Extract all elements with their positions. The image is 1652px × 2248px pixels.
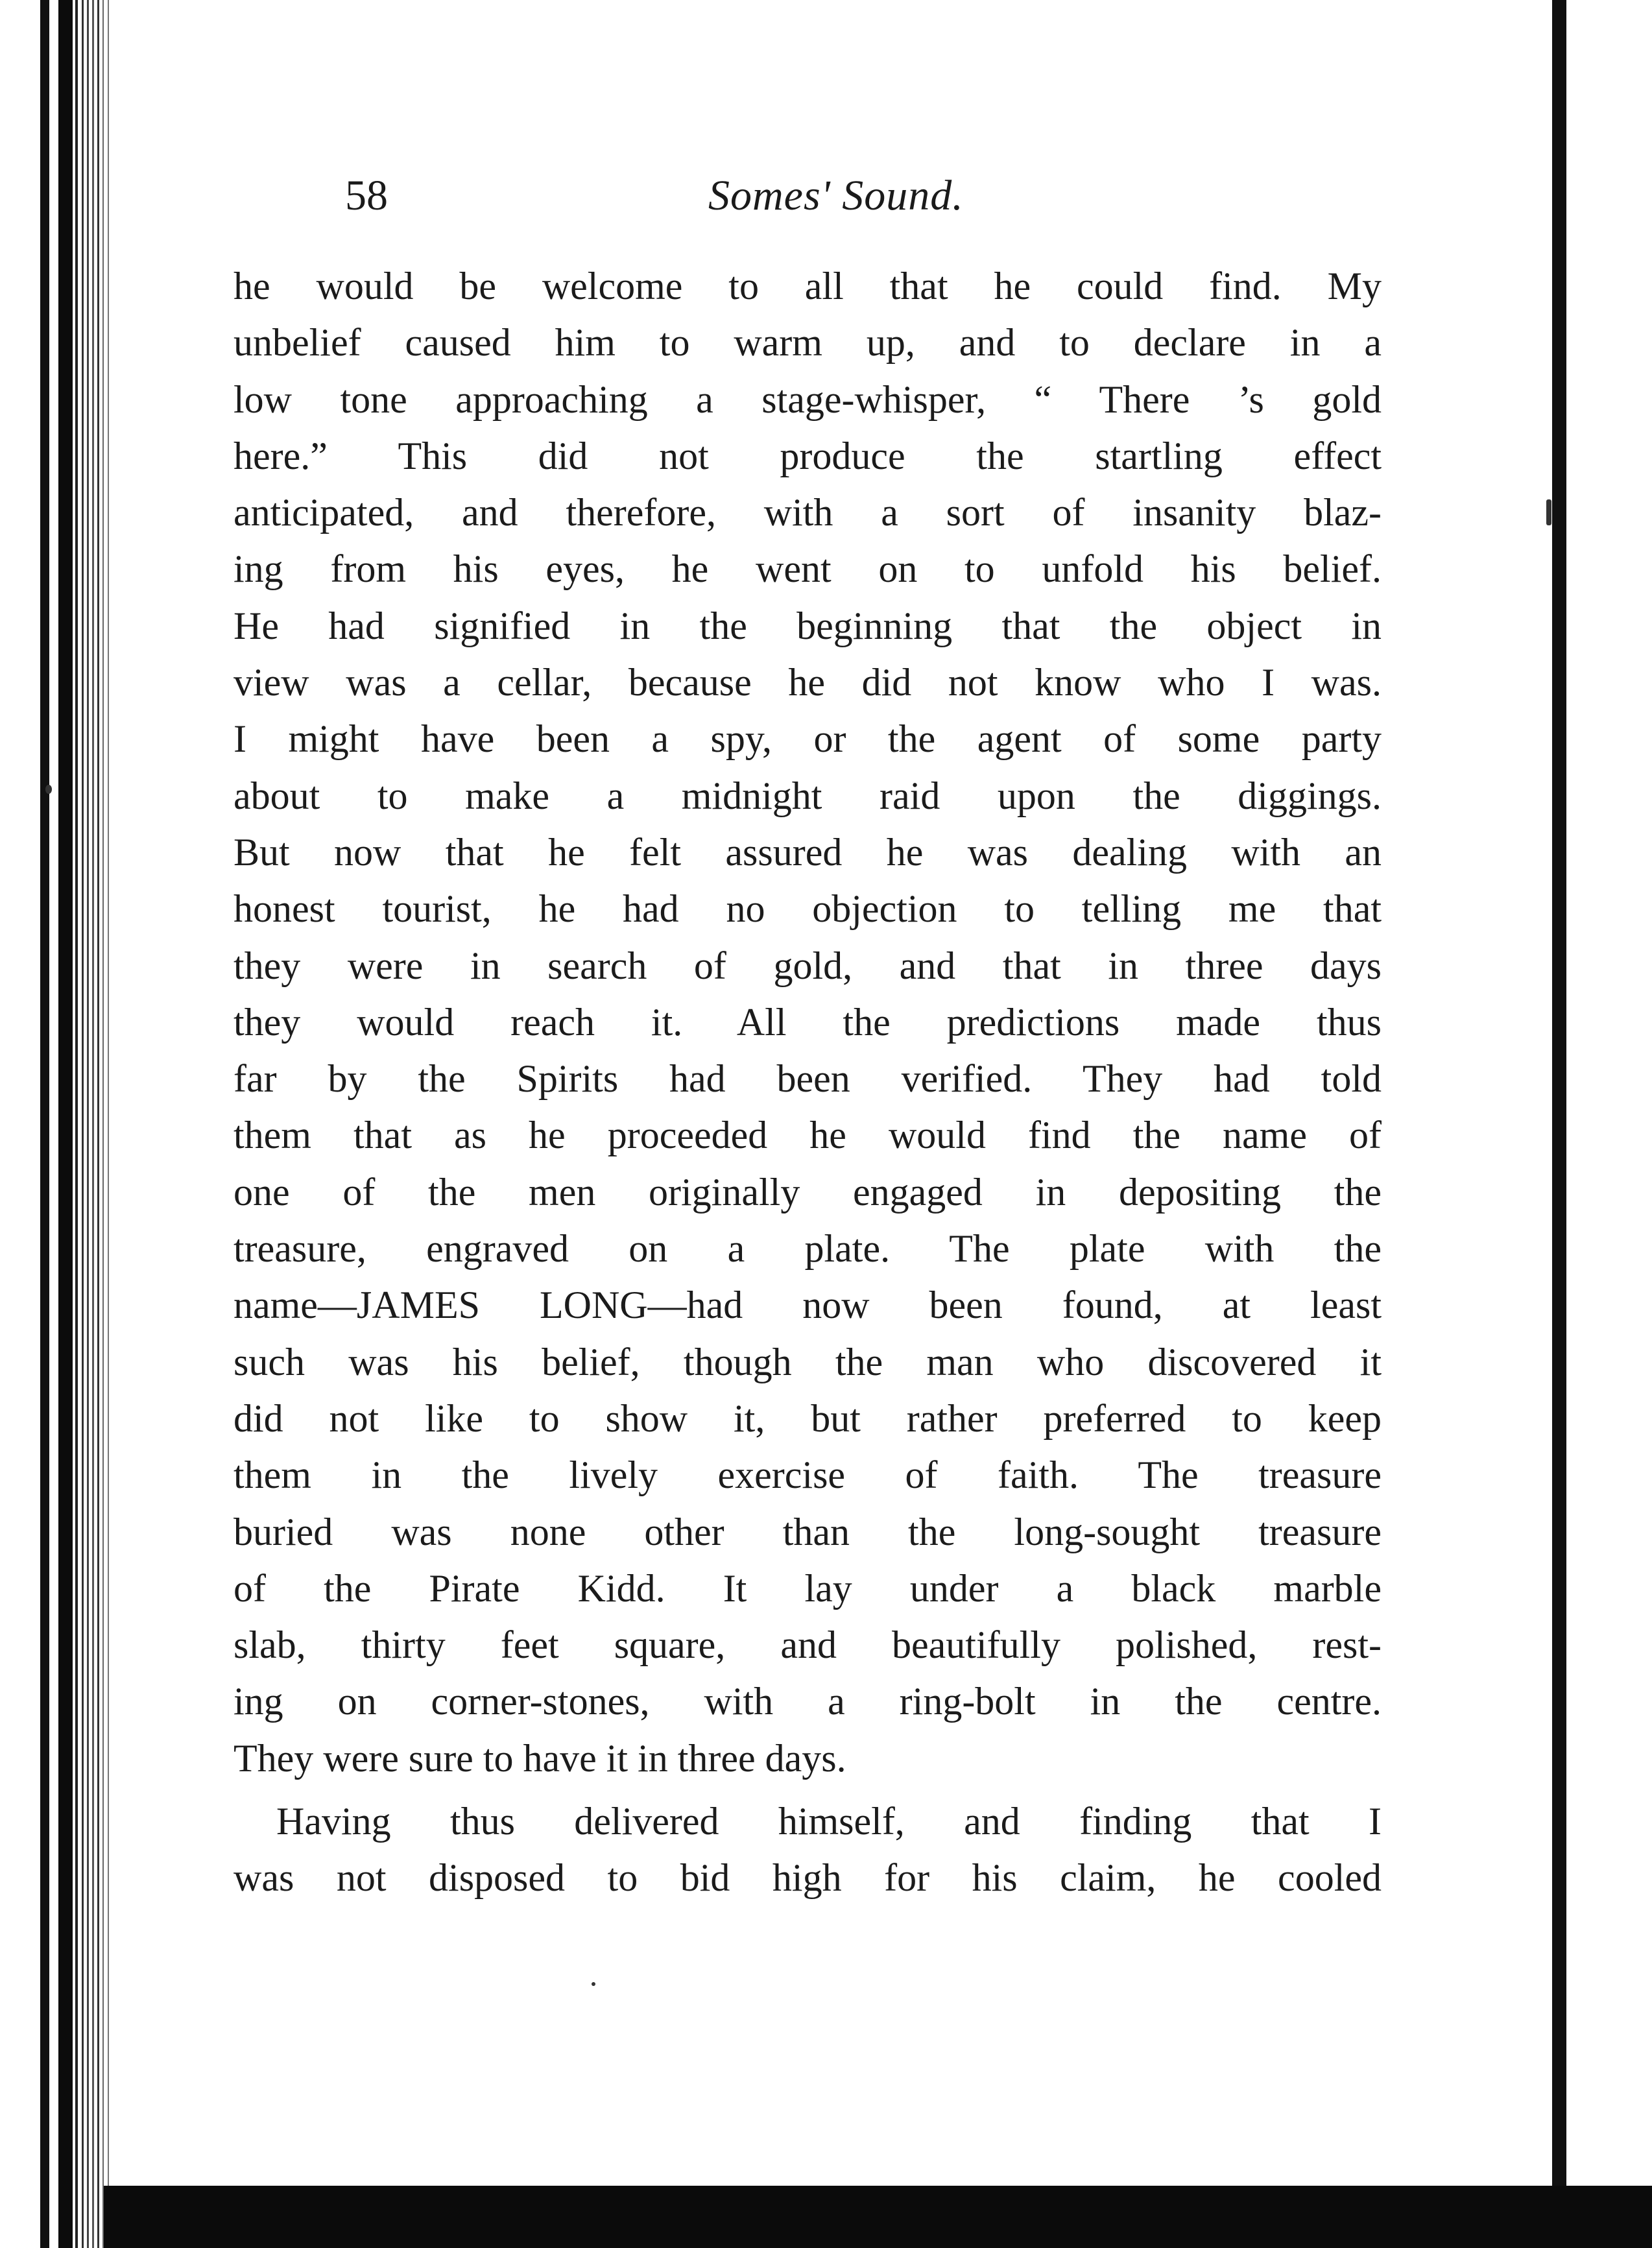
scan-speck	[592, 1982, 595, 1986]
page-header	[345, 163, 1493, 228]
left-margin	[0, 0, 39, 2248]
text-line: he would be welcome to all that he could find. My	[233, 265, 1382, 307]
page-edge-line	[82, 0, 84, 2248]
text-line: honest tourist, he had no objection to telling me that	[233, 887, 1382, 931]
text-line: But now that he felt assured he was dealing with an	[233, 830, 1382, 874]
binding-edge	[40, 0, 49, 2248]
text-line: ing on corner-stones, with a ring-bolt in the centre.	[233, 1680, 1382, 1723]
text-line: slab, thirty feet square, and beautifully polished, rest-	[233, 1623, 1382, 1667]
text-line: They were sure to have it in three days.	[233, 1736, 846, 1780]
text-line: He had signified in the beginning that the object in	[233, 604, 1382, 647]
text-line: buried was none other than the long-sought treasure	[233, 1510, 1382, 1553]
text-line: ing from his eyes, he went on to unfold his belief.	[233, 547, 1382, 591]
right-margin	[1566, 0, 1652, 2248]
text-line: them that as he proceeded he would find the name of	[233, 1114, 1382, 1157]
page-edge-line	[97, 0, 99, 2248]
text-line: here.” This did not produce the startling effect	[233, 434, 1382, 477]
text-line: name—JAMES LONG—had now been found, at least	[233, 1284, 1382, 1327]
scan-bottom-edge	[104, 2186, 1652, 2248]
scan-speck	[45, 785, 52, 794]
text-line: they were in search of gold, and that in three days	[233, 944, 1382, 987]
text-line: anticipated, and therefore, with a sort of insanity blaz-	[233, 491, 1382, 534]
text-line: unbelief caused him to warm up, and to declare in a	[233, 321, 1382, 365]
text-line: low tone approaching a stage-whisper, “ There ’s gold	[233, 377, 1382, 421]
text-line: one of the men originally engaged in depositing the	[233, 1170, 1382, 1214]
page-edge-line	[92, 0, 94, 2248]
text-line: such was his belief, though the man who discovered it	[233, 1340, 1382, 1383]
text-line: they would reach it. All the predictions made thus	[233, 1000, 1382, 1044]
binding-edge	[58, 0, 73, 2248]
page-edge-line	[75, 0, 78, 2248]
scan-speck	[1546, 499, 1551, 525]
text-line: was not disposed to bid high for his claim, he cooled	[233, 1856, 1382, 1900]
text-line: Having thus delivered himself, and finding that I	[276, 1800, 1382, 1843]
running-head: Somes' Sound.	[708, 172, 964, 219]
page-edge-line	[102, 0, 104, 2248]
text-line: of the Pirate Kidd. It lay under a black marble	[233, 1566, 1382, 1610]
page-edge-line	[87, 0, 89, 2248]
text-line: about to make a midnight raid upon the diggings.	[233, 774, 1382, 817]
text-line: treasure, engraved on a plate. The plate with the	[233, 1227, 1382, 1271]
right-binding-edge	[1552, 0, 1566, 2248]
body-text	[233, 258, 1382, 1907]
text-line: view was a cellar, because he did not know who I was.	[233, 661, 1382, 704]
page-edge-line	[108, 0, 109, 2248]
text-line: I might have been a spy, or the agent of some party	[233, 717, 1382, 761]
text-line: far by the Spirits had been verified. They had told	[233, 1057, 1382, 1101]
text-line: them in the lively exercise of faith. The treasure	[233, 1453, 1382, 1497]
text-line: did not like to show it, but rather preferred to keep	[233, 1396, 1382, 1440]
page-number: 58	[345, 172, 388, 219]
